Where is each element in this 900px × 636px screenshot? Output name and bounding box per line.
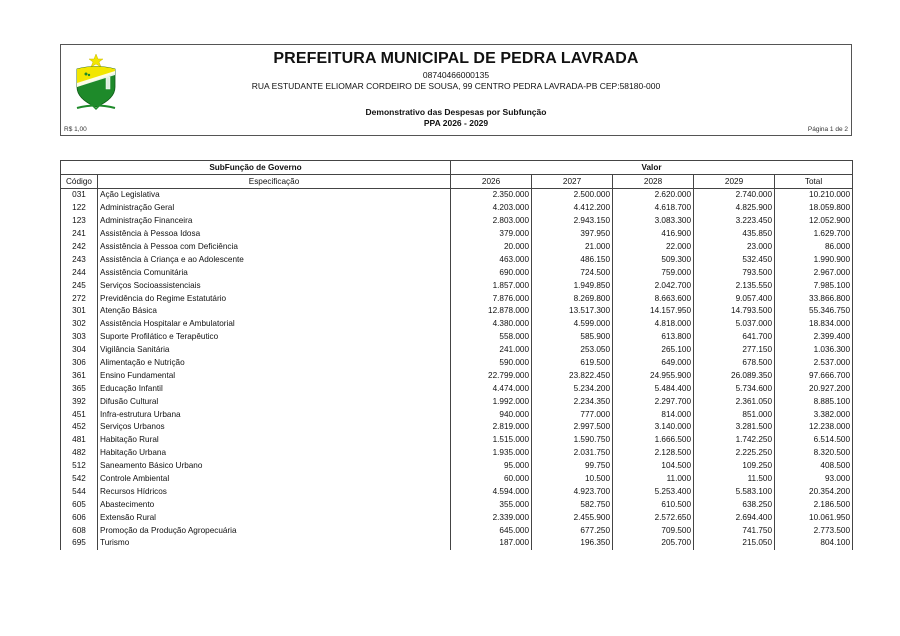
cell-code: 606 [61,511,98,524]
cell-2026: 4.203.000 [451,202,532,215]
group-header-row [61,161,853,175]
cell-2029: 5.037.000 [694,318,775,331]
cell-2026: 12.878.000 [451,305,532,318]
cell-2028: 14.157.950 [613,305,694,318]
cell-2026: 2.803.000 [451,215,532,228]
org-address: RUA ESTUDANTE ELIOMAR CORDEIRO DE SOUSA, 99 CENTRO PEDRA LAVRADA-PB CEP:58180-000 [251,81,661,91]
cell-2029: 2.225.250 [694,447,775,460]
cell-2027: 2.234.350 [532,395,613,408]
table-row [61,344,853,357]
cell-code: 243 [61,253,98,266]
cell-2027: 4.923.700 [532,485,613,498]
cell-2028: 104.500 [613,460,694,473]
cell-2026: 940.000 [451,408,532,421]
cell-total: 408.500 [775,460,853,473]
column-header-2027: 2027 [532,175,613,189]
cell-2028: 5.253.400 [613,485,694,498]
table-row [61,266,853,279]
cell-2027: 2.500.000 [532,189,613,202]
cell-spec: Assistência Hospitalar e Ambulatorial [98,318,451,331]
cell-2027: 2.031.750 [532,447,613,460]
table-row [61,524,853,537]
column-header-code: Código [61,175,98,189]
cell-spec: Assistência à Pessoa com Deficiência [98,241,451,254]
cell-2028: 2.620.000 [613,189,694,202]
cell-2027: 21.000 [532,241,613,254]
group-header-value: Valor [451,161,853,175]
cell-code: 303 [61,331,98,344]
cell-2026: 20.000 [451,241,532,254]
cell-total: 86.000 [775,241,853,254]
cell-spec: Recursos Hídricos [98,485,451,498]
cell-total: 6.514.500 [775,434,853,447]
cell-total: 2.537.000 [775,357,853,370]
cell-2026: 355.000 [451,498,532,511]
column-header-total: Total [775,175,853,189]
cell-code: 245 [61,279,98,292]
cell-2029: 741.750 [694,524,775,537]
cell-spec: Ação Legislativa [98,189,451,202]
cell-2029: 638.250 [694,498,775,511]
cell-total: 804.100 [775,537,853,550]
cell-2028: 2.128.500 [613,447,694,460]
table-row [61,253,853,266]
cell-total: 1.036.300 [775,344,853,357]
cell-2027: 585.900 [532,331,613,344]
cell-2027: 582.750 [532,498,613,511]
cell-2028: 509.300 [613,253,694,266]
cell-2026: 95.000 [451,460,532,473]
cell-total: 20.354.200 [775,485,853,498]
cell-spec: Serviços Urbanos [98,421,451,434]
cell-2027: 1.590.750 [532,434,613,447]
cell-code: 452 [61,421,98,434]
cell-2027: 1.949.850 [532,279,613,292]
cell-2026: 1.857.000 [451,279,532,292]
cell-total: 1.990.900 [775,253,853,266]
cell-total: 10.061.950 [775,511,853,524]
table-row [61,279,853,292]
cell-2028: 759.000 [613,266,694,279]
table-row [61,369,853,382]
cell-2029: 5.734.600 [694,382,775,395]
cell-spec: Administração Geral [98,202,451,215]
cell-code: 542 [61,473,98,486]
cell-2027: 13.517.300 [532,305,613,318]
cell-spec: Administração Financeira [98,215,451,228]
cell-2027: 8.269.800 [532,292,613,305]
cell-2028: 5.484.400 [613,382,694,395]
cell-spec: Saneamento Básico Urbano [98,460,451,473]
table-row [61,485,853,498]
cell-2029: 14.793.500 [694,305,775,318]
cell-code: 123 [61,215,98,228]
cell-total: 8.320.500 [775,447,853,460]
cell-2028: 22.000 [613,241,694,254]
cell-2029: 3.281.500 [694,421,775,434]
cell-2029: 2.135.550 [694,279,775,292]
cell-2029: 793.500 [694,266,775,279]
table-row [61,305,853,318]
column-header-2026: 2026 [451,175,532,189]
cell-2029: 277.150 [694,344,775,357]
cell-2026: 60.000 [451,473,532,486]
cell-2028: 814.000 [613,408,694,421]
group-header-subfunction: SubFunção de Governo [61,161,451,175]
table-row [61,421,853,434]
cell-2028: 1.666.500 [613,434,694,447]
cell-2028: 2.042.700 [613,279,694,292]
cell-2026: 7.876.000 [451,292,532,305]
cell-code: 306 [61,357,98,370]
cell-spec: Serviços Socioassistenciais [98,279,451,292]
cell-total: 33.866.800 [775,292,853,305]
cell-2029: 4.825.900 [694,202,775,215]
cell-2027: 23.822.450 [532,369,613,382]
column-header-row [61,175,853,189]
cell-2027: 99.750 [532,460,613,473]
cell-2029: 5.583.100 [694,485,775,498]
cell-spec: Alimentação e Nutrição [98,357,451,370]
cell-total: 2.399.400 [775,331,853,344]
cell-total: 1.629.700 [775,228,853,241]
cell-code: 392 [61,395,98,408]
cell-code: 244 [61,266,98,279]
cell-total: 18.834.000 [775,318,853,331]
cell-2026: 558.000 [451,331,532,344]
table-row [61,202,853,215]
cell-spec: Previdência do Regime Estatutário [98,292,451,305]
cell-spec: Difusão Cultural [98,395,451,408]
cell-code: 122 [61,202,98,215]
cell-2026: 2.819.000 [451,421,532,434]
cell-2027: 724.500 [532,266,613,279]
cell-2026: 1.935.000 [451,447,532,460]
table-row [61,537,853,550]
cell-2029: 2.740.000 [694,189,775,202]
cell-2027: 777.000 [532,408,613,421]
cell-2028: 709.500 [613,524,694,537]
cell-spec: Controle Ambiental [98,473,451,486]
cell-total: 20.927.200 [775,382,853,395]
cell-2027: 677.250 [532,524,613,537]
cell-code: 512 [61,460,98,473]
cell-2026: 690.000 [451,266,532,279]
table-row [61,292,853,305]
cell-code: 481 [61,434,98,447]
table-row [61,189,853,202]
cell-2028: 4.618.700 [613,202,694,215]
cell-2026: 2.339.000 [451,511,532,524]
cell-total: 8.885.100 [775,395,853,408]
cell-code: 451 [61,408,98,421]
cell-2028: 24.955.900 [613,369,694,382]
cell-2029: 26.089.350 [694,369,775,382]
cell-spec: Vigilância Sanitária [98,344,451,357]
cell-2029: 23.000 [694,241,775,254]
cell-code: 695 [61,537,98,550]
cell-total: 55.346.750 [775,305,853,318]
cell-2029: 9.057.400 [694,292,775,305]
cell-2028: 610.500 [613,498,694,511]
cell-code: 301 [61,305,98,318]
report-header [60,44,852,136]
cell-2028: 11.000 [613,473,694,486]
cell-2027: 5.234.200 [532,382,613,395]
cell-spec: Assistência à Pessoa Idosa [98,228,451,241]
cell-total: 97.666.700 [775,369,853,382]
cell-2027: 10.500 [532,473,613,486]
cell-total: 3.382.000 [775,408,853,421]
cell-spec: Habitação Rural [98,434,451,447]
table-body [61,189,853,550]
cell-2028: 2.572.650 [613,511,694,524]
expenses-by-subfunction-table [60,160,853,550]
cell-2028: 2.297.700 [613,395,694,408]
cell-2027: 397.950 [532,228,613,241]
cell-2029: 215.050 [694,537,775,550]
cell-2029: 3.223.450 [694,215,775,228]
cell-2028: 416.900 [613,228,694,241]
cell-2027: 619.500 [532,357,613,370]
cell-2028: 265.100 [613,344,694,357]
cell-spec: Infra-estrutura Urbana [98,408,451,421]
cell-2026: 2.350.000 [451,189,532,202]
cell-2027: 486.150 [532,253,613,266]
cell-2029: 2.361.050 [694,395,775,408]
report-title: Demonstrativo das Despesas por Subfunção [365,107,547,117]
cell-2029: 109.250 [694,460,775,473]
cell-total: 93.000 [775,473,853,486]
cell-2026: 1.992.000 [451,395,532,408]
cell-2026: 1.515.000 [451,434,532,447]
report-period: PPA 2026 - 2029 [423,118,489,128]
cell-2026: 4.474.000 [451,382,532,395]
table-row [61,498,853,511]
cell-total: 12.238.000 [775,421,853,434]
cell-2028: 205.700 [613,537,694,550]
cell-spec: Promoção da Produção Agropecuária [98,524,451,537]
cell-code: 605 [61,498,98,511]
cell-2029: 11.500 [694,473,775,486]
cell-2027: 253.050 [532,344,613,357]
cell-total: 18.059.800 [775,202,853,215]
cell-2027: 2.997.500 [532,421,613,434]
cell-2026: 22.799.000 [451,369,532,382]
cell-2028: 3.140.000 [613,421,694,434]
cell-2028: 3.083.300 [613,215,694,228]
table-row [61,511,853,524]
table-row [61,241,853,254]
cell-2029: 641.700 [694,331,775,344]
cell-2029: 1.742.250 [694,434,775,447]
page-number: Página 1 de 2 [807,126,848,133]
cell-code: 272 [61,292,98,305]
cell-2027: 4.599.000 [532,318,613,331]
cell-total: 2.967.000 [775,266,853,279]
cell-2029: 435.850 [694,228,775,241]
cell-2026: 590.000 [451,357,532,370]
cell-2026: 379.000 [451,228,532,241]
table-row [61,473,853,486]
cell-2028: 649.000 [613,357,694,370]
currency-unit: R$ 1,00 [64,126,87,133]
cell-spec: Assistência Comunitária [98,266,451,279]
table-row [61,331,853,344]
cell-2027: 2.455.900 [532,511,613,524]
cell-2026: 463.000 [451,253,532,266]
cell-code: 365 [61,382,98,395]
cell-code: 544 [61,485,98,498]
cell-code: 242 [61,241,98,254]
org-title: PREFEITURA MUNICIPAL DE PEDRA LAVRADA [273,50,639,67]
cell-code: 608 [61,524,98,537]
cell-2027: 196.350 [532,537,613,550]
cell-spec: Abastecimento [98,498,451,511]
cell-code: 361 [61,369,98,382]
cell-spec: Habitação Urbana [98,447,451,460]
cell-2027: 2.943.150 [532,215,613,228]
cell-2028: 8.663.600 [613,292,694,305]
cell-2028: 613.800 [613,331,694,344]
cell-code: 031 [61,189,98,202]
cell-total: 12.052.900 [775,215,853,228]
column-header-2029: 2029 [694,175,775,189]
cell-total: 2.186.500 [775,498,853,511]
cell-total: 10.210.000 [775,189,853,202]
table-row [61,447,853,460]
table-row [61,318,853,331]
cell-2026: 187.000 [451,537,532,550]
cell-2026: 4.594.000 [451,485,532,498]
cell-spec: Suporte Profilático e Terapêutico [98,331,451,344]
table-row [61,395,853,408]
cell-2027: 4.412.200 [532,202,613,215]
table-row [61,434,853,447]
cell-code: 241 [61,228,98,241]
cell-2029: 2.694.400 [694,511,775,524]
table-row [61,460,853,473]
cell-code: 304 [61,344,98,357]
cell-2029: 678.500 [694,357,775,370]
cell-total: 2.773.500 [775,524,853,537]
cell-spec: Extensão Rural [98,511,451,524]
cell-spec: Educação Infantil [98,382,451,395]
table-row [61,408,853,421]
cell-spec: Atenção Básica [98,305,451,318]
cell-2029: 851.000 [694,408,775,421]
cell-2026: 4.380.000 [451,318,532,331]
table-row [61,357,853,370]
cell-2026: 241.000 [451,344,532,357]
org-cnpj: 08740466000135 [422,70,490,80]
column-header-2028: 2028 [613,175,694,189]
cell-code: 482 [61,447,98,460]
cell-spec: Turismo [98,537,451,550]
table-row [61,228,853,241]
column-header-spec: Especificação [98,175,451,189]
cell-2029: 532.450 [694,253,775,266]
cell-spec: Ensino Fundamental [98,369,451,382]
cell-total: 7.985.100 [775,279,853,292]
cell-2026: 645.000 [451,524,532,537]
cell-2028: 4.818.000 [613,318,694,331]
cell-spec: Assistência à Criança e ao Adolescente [98,253,451,266]
table-row [61,215,853,228]
table-row [61,382,853,395]
cell-code: 302 [61,318,98,331]
